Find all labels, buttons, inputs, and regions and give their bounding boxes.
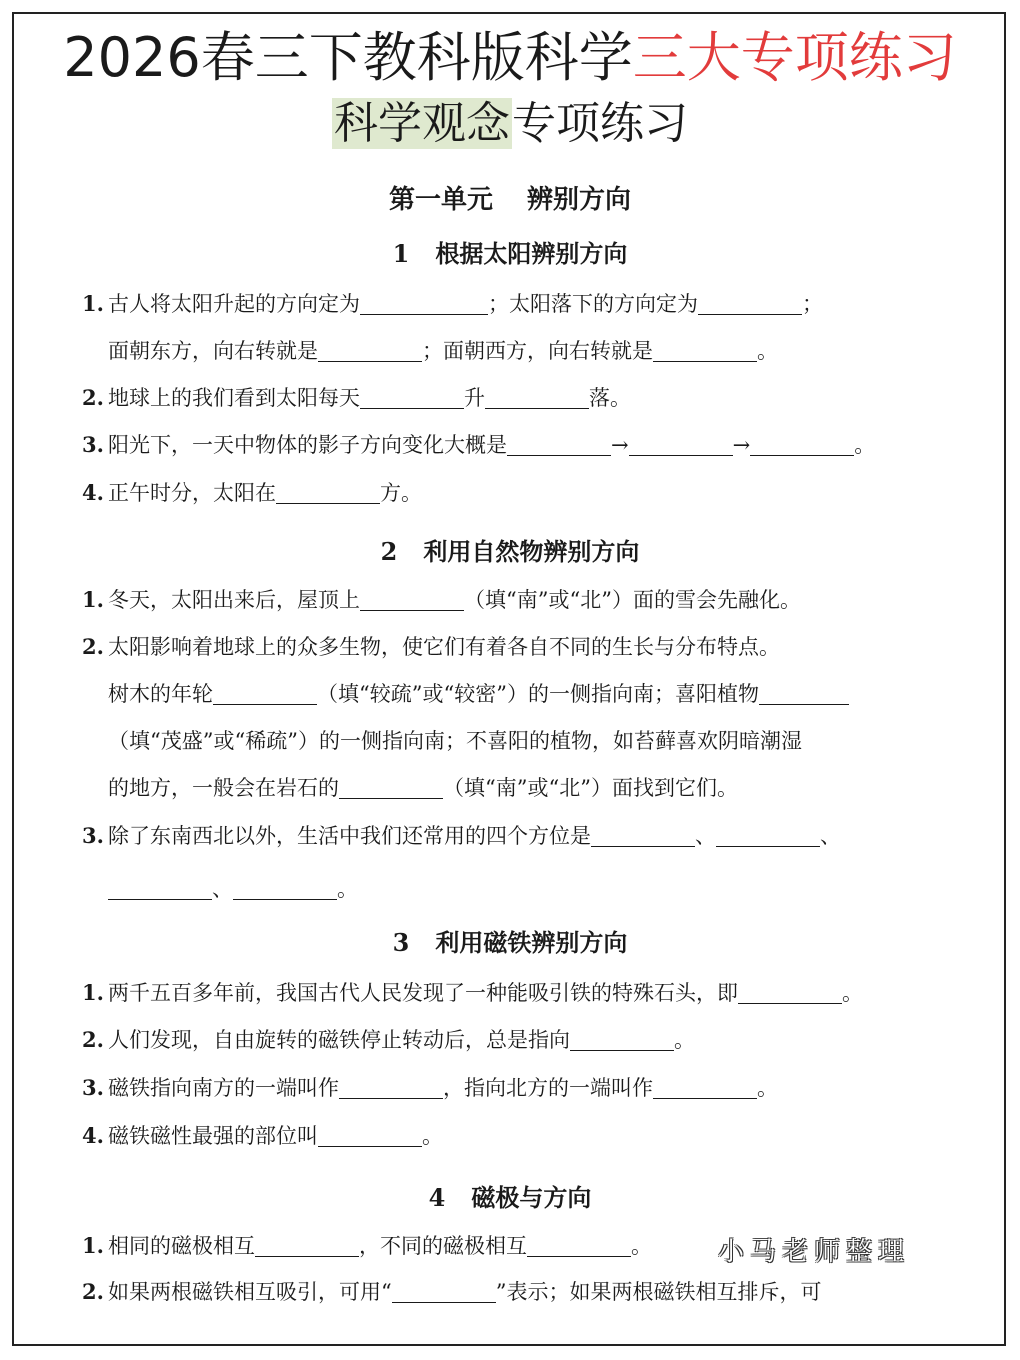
answer-blank[interactable] bbox=[392, 1280, 496, 1303]
answer-blank[interactable] bbox=[698, 292, 802, 315]
answer-blank[interactable] bbox=[653, 1076, 757, 1099]
question-line: （填“茂盛”或“稀疏”）的一侧指向南；不喜阳的植物，如苔藓喜欢阴暗潮湿 bbox=[108, 729, 802, 753]
answer-blank[interactable] bbox=[759, 682, 849, 705]
section-heading-3: 3 利用磁铁辨别方向 bbox=[392, 928, 628, 957]
question-line: 4. 正午时分，太阳在 方。 bbox=[82, 480, 422, 505]
answer-blank[interactable] bbox=[233, 877, 337, 900]
answer-blank[interactable] bbox=[485, 386, 589, 409]
question-line: 1. 相同的磁极相互 ，不同的磁极相互 。 bbox=[82, 1233, 652, 1258]
subtitle-highlight: 科学观念 bbox=[334, 98, 510, 149]
answer-blank[interactable] bbox=[716, 824, 820, 847]
answer-blank[interactable] bbox=[108, 877, 212, 900]
answer-blank[interactable] bbox=[507, 433, 611, 456]
answer-blank[interactable] bbox=[318, 339, 422, 362]
answer-blank[interactable] bbox=[750, 433, 854, 456]
question-line: 3. 阳光下，一天中物体的影子方向变化大概是 → → 。 bbox=[82, 432, 876, 457]
answer-blank[interactable] bbox=[570, 1028, 674, 1051]
question-line: 的地方，一般会在岩石的 （填“南”或“北”）面找到它们。 bbox=[108, 776, 738, 800]
question-line: 1. 古人将太阳升起的方向定为 ；太阳落下的方向定为 ； bbox=[82, 291, 823, 316]
page-title: 2026春三下教科版科学三大专项练习 bbox=[63, 26, 957, 89]
section-heading-1: 1 根据太阳辨别方向 bbox=[392, 239, 628, 268]
section-heading-2: 2 利用自然物辨别方向 bbox=[380, 537, 640, 566]
question-line: 3. 除了东南西北以外，生活中我们还常用的四个方位是 、 、 bbox=[82, 823, 841, 848]
question-line: 2. 人们发现，自由旋转的磁铁停止转动后，总是指向 。 bbox=[82, 1027, 695, 1052]
answer-blank[interactable] bbox=[629, 433, 733, 456]
answer-blank[interactable] bbox=[318, 1124, 422, 1147]
section-heading-4: 4 磁极与方向 bbox=[428, 1183, 592, 1212]
question-line: 3. 磁铁指向南方的一端叫作 ，指向北方的一端叫作 。 bbox=[82, 1075, 778, 1100]
question-line: 2. 地球上的我们看到太阳每天 升 落。 bbox=[82, 385, 631, 410]
answer-blank[interactable] bbox=[360, 588, 464, 611]
answer-blank[interactable] bbox=[527, 1234, 631, 1257]
question-line: 1. 冬天，太阳出来后，屋顶上 （填“南”或“北”）面的雪会先融化。 bbox=[82, 587, 801, 612]
watermark: 小马老师整理 bbox=[718, 1237, 911, 1267]
answer-blank[interactable] bbox=[360, 386, 464, 409]
question-line: 树木的年轮 （填“较疏”或“较密”）的一侧指向南；喜阳植物 bbox=[108, 677, 932, 711]
question-line: 4. 磁铁磁性最强的部位叫 。 bbox=[82, 1123, 443, 1148]
question-line: 面朝东方，向右转就是 ；面朝西方，向右转就是 。 bbox=[108, 339, 778, 363]
question-line: 2. 如果两根磁铁相互吸引，可用“ ”表示；如果两根磁铁相互排斥，可 bbox=[82, 1279, 822, 1304]
question-line: 2. 太阳影响着地球上的众多生物，使它们有着各自不同的生长与分布特点。 bbox=[82, 634, 780, 659]
question-line: 、 。 bbox=[108, 872, 932, 906]
answer-blank[interactable] bbox=[255, 1234, 359, 1257]
answer-blank[interactable] bbox=[653, 339, 757, 362]
answer-blank[interactable] bbox=[213, 682, 317, 705]
page-title-highlight: 三大专项练习 bbox=[632, 26, 957, 89]
answer-blank[interactable] bbox=[276, 481, 380, 504]
unit-heading: 第一单元 辨别方向 bbox=[388, 185, 632, 215]
answer-blank[interactable] bbox=[591, 824, 695, 847]
answer-blank[interactable] bbox=[339, 1076, 443, 1099]
answer-blank[interactable] bbox=[339, 776, 443, 799]
page-subtitle: 科学观念专项练习 bbox=[334, 98, 688, 149]
question-line: 1. 两千五百多年前，我国古代人民发现了一种能吸引铁的特殊石头，即 。 bbox=[82, 980, 863, 1005]
answer-blank[interactable] bbox=[360, 292, 488, 315]
answer-blank[interactable] bbox=[738, 981, 842, 1004]
